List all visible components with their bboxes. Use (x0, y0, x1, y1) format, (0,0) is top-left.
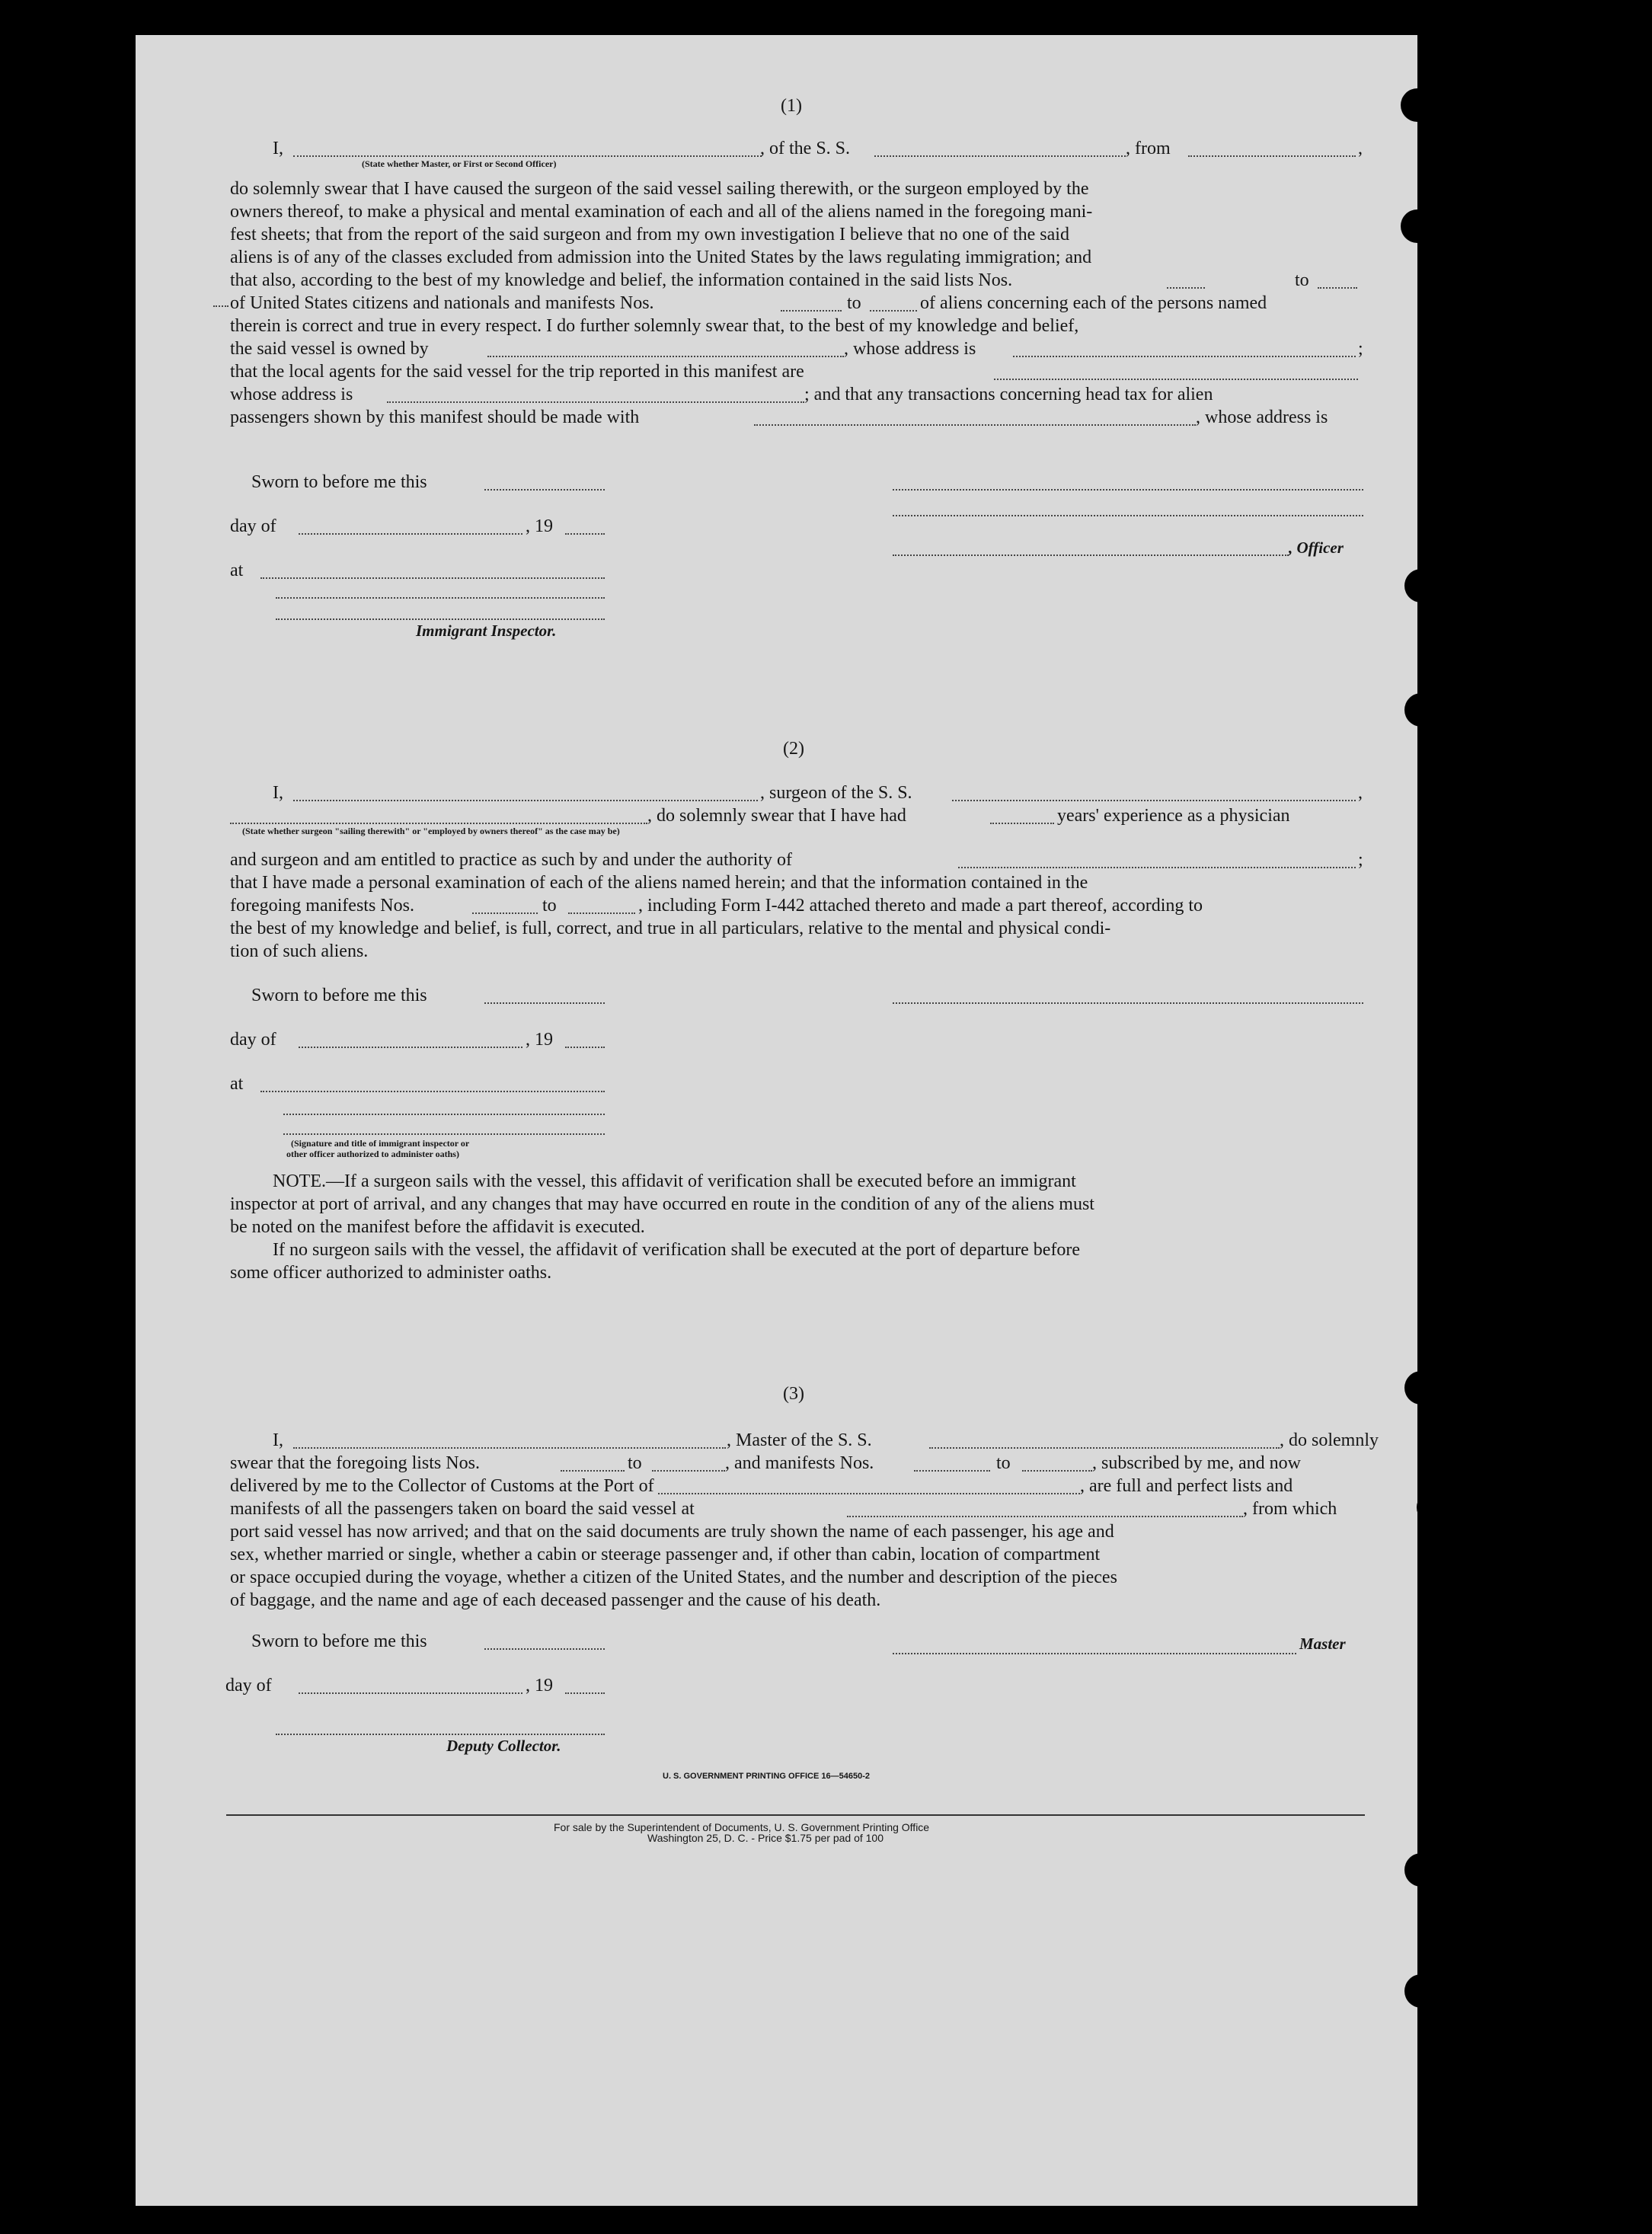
at-place-field[interactable] (260, 577, 605, 579)
master-of-label: , Master of the S. S. (727, 1430, 872, 1450)
sworn-label: Sworn to before me this (251, 986, 427, 1005)
year-label: , 19 (526, 516, 553, 536)
section-3-heading: (3) (783, 1384, 804, 1404)
officer-rank-note: (State whether Master, or First or Second Officer) (362, 158, 557, 169)
port-field[interactable] (658, 1493, 1080, 1494)
day-of-label: day of (225, 1676, 272, 1695)
to-label: to (847, 293, 861, 313)
years-experience-field[interactable] (990, 823, 1054, 824)
month-field[interactable] (299, 1047, 522, 1048)
note-line-1: NOTE.—If a surgeon sails with the vessel, this affidavit of verification shall be executed before an immigrant (273, 1171, 1076, 1191)
officer-rank-field[interactable] (293, 155, 762, 157)
section-1-line-8: the said vessel is owned by (230, 339, 429, 359)
solemnly-swear-label: , do solemnly swear that I have had (647, 806, 906, 826)
lists-number-field[interactable] (213, 305, 228, 307)
punch-hole (1401, 209, 1434, 243)
sale-line-2: Washington 25, D. C. - Price $1.75 per pad of 100 (647, 1832, 884, 1844)
surgeon-signature-line-1[interactable] (893, 1002, 1363, 1004)
manifests-to-field[interactable] (1022, 1470, 1092, 1472)
officer-signature-line-2[interactable] (893, 515, 1363, 516)
signature-note-line-1: (Signature and title of immigrant inspector or (291, 1138, 470, 1149)
full-perfect-label: , are full and perfect lists and (1080, 1476, 1293, 1496)
punch-hole (1404, 1853, 1438, 1887)
manifests-to-field[interactable] (568, 912, 635, 914)
owner-field[interactable] (487, 356, 844, 357)
semicolon: ; (1358, 339, 1363, 359)
note-line-3: be noted on the manifest before the affidavit is executed. (230, 1217, 645, 1237)
note-line-2: inspector at port of arrival, and any changes that may have occurred en route in the condition of any of the aliens must (230, 1194, 1094, 1214)
i-label: I, (273, 783, 283, 803)
lists-from-field[interactable] (561, 1470, 625, 1472)
month-field[interactable] (299, 1692, 522, 1694)
section-1-line-10: whose address is (230, 385, 353, 404)
sworn-label: Sworn to before me this (251, 1632, 427, 1651)
officer-signature-line-3[interactable] (893, 555, 1289, 556)
sworn-label: Sworn to before me this (251, 472, 427, 492)
years-experience-label: years' experience as a physician (1057, 806, 1290, 826)
inspector-signature-line-2[interactable] (283, 1133, 605, 1135)
manifests-from-field[interactable] (781, 310, 842, 312)
section-3-line-1: swear that the foregoing lists Nos. (230, 1453, 480, 1473)
immigrant-inspector-label: Immigrant Inspector. (416, 622, 557, 640)
day-of-label: day of (230, 516, 276, 536)
section-1-line-11: passengers shown by this manifest should be made with (230, 407, 640, 427)
boarding-port-field[interactable] (847, 1516, 1243, 1517)
master-name-field[interactable] (293, 1447, 726, 1449)
authority-field[interactable] (958, 867, 1356, 868)
section-2-heading: (2) (783, 739, 804, 759)
section-1-line-6: of United States citizens and nationals and manifests Nos. (230, 293, 654, 313)
surgeon-status-note: (State whether surgeon "sailing therewith" or "employed by owners thereof" as the case may be) (242, 826, 620, 836)
footer-rule (226, 1814, 1365, 1816)
section-1-line-7: therein is correct and true in every respect. I do further solemnly swear that, to the best of my knowledge and belief, (230, 316, 1079, 336)
section-1-heading: (1) (781, 96, 802, 116)
section-2-line-1: and surgeon and am entitled to practice as such by and under the authority of (230, 850, 792, 870)
section-1-line-9: that the local agents for the said vessel for the trip reported in this manifest are (230, 362, 804, 382)
manifests-from-field[interactable] (472, 912, 538, 914)
at-label: at (230, 561, 244, 580)
section-1-line-5: that also, according to the best of my knowledge and belief, the information contained in the said lists Nos. (230, 270, 1013, 290)
deputy-collector-label: Deputy Collector. (446, 1737, 561, 1755)
year-field[interactable] (565, 533, 605, 535)
punch-hole (1404, 693, 1438, 727)
print-office-code: U. S. GOVERNMENT PRINTING OFFICE 16—54650-2 (663, 1772, 871, 1781)
punch-hole (1404, 1974, 1438, 2008)
head-tax-party-field[interactable] (754, 424, 1196, 426)
lists-to-field[interactable] (652, 1470, 725, 1472)
and-manifests-label: , and manifests Nos. (725, 1453, 874, 1473)
punch-hole (1404, 569, 1438, 602)
local-agents-field[interactable] (994, 379, 1358, 380)
punch-hole (1427, 1558, 1461, 1592)
inspector-signature-line-1[interactable] (283, 1114, 605, 1115)
to-label: to (1295, 270, 1309, 290)
surgeon-status-field[interactable] (230, 823, 647, 824)
year-label: , 19 (526, 1676, 553, 1695)
section-1-line-2: owners thereof, to make a physical and mental examination of each and all of the aliens named in the foregoing mani- (230, 202, 1093, 222)
note-line-5: some officer authorized to administer oaths. (230, 1263, 552, 1283)
punch-hole (1423, 481, 1456, 515)
at-place-field[interactable] (260, 1091, 605, 1092)
master-signature-line[interactable] (893, 1653, 1296, 1654)
from-port-field[interactable] (1188, 155, 1356, 157)
i-label: I, (273, 1430, 283, 1450)
punch-hole (1417, 1491, 1450, 1524)
lists-to-field[interactable] (1318, 287, 1357, 289)
inspector-signature-line-2[interactable] (276, 618, 605, 620)
of-the-ss-label: , of the S. S. (760, 139, 851, 158)
including-label: , including Form I-442 attached thereto and made a part thereof, according to (638, 896, 1203, 916)
comma: , (1358, 139, 1363, 158)
solemnly-label: , do solemnly (1280, 1430, 1379, 1450)
day-of-label: day of (230, 1030, 276, 1050)
sworn-date-field[interactable] (484, 1002, 605, 1004)
section-3-line-5: sex, whether married or single, whether a cabin or steerage passenger and, if other than cabin, location of compartment (230, 1545, 1101, 1564)
to-label: to (542, 896, 557, 916)
punch-hole (1404, 1371, 1438, 1405)
section-2-line-3: foregoing manifests Nos. (230, 896, 414, 916)
officer-label: , Officer (1289, 539, 1344, 557)
section-3-line-7: of baggage, and the name and age of each deceased passenger and the cause of his death. (230, 1590, 881, 1610)
master-vessel-field[interactable] (929, 1447, 1280, 1449)
agents-address-field[interactable] (387, 401, 804, 403)
section-3-line-2: delivered by me to the Collector of Customs at the Port of (230, 1476, 654, 1496)
section-1-line-3: fest sheets; that from the report of the said surgeon and from my own investigation I believe that no one of the said (230, 225, 1069, 244)
section-2-line-4: the best of my knowledge and belief, is full, correct, and true in all particulars, relative to the mental and physical condi- (230, 919, 1111, 938)
deputy-signature-line[interactable] (276, 1734, 605, 1735)
section-3-line-6: or space occupied during the voyage, whether a citizen of the United States, and the number and description of the pieces (230, 1568, 1117, 1587)
punch-hole (1401, 88, 1434, 122)
section-2-line-5: tion of such aliens. (230, 941, 369, 961)
transactions-label: ; and that any transactions concerning head tax for alien (804, 385, 1213, 404)
section-3-line-3: manifests of all the passengers taken on board the said vessel at (230, 1499, 695, 1519)
signature-note-line-2: other officer authorized to administer oaths) (286, 1149, 459, 1159)
year-label: , 19 (526, 1030, 553, 1050)
manifests-to-field[interactable] (870, 310, 917, 312)
owner-address-label: , whose address is (844, 339, 976, 359)
month-field[interactable] (299, 533, 522, 535)
i-label: I, (273, 139, 283, 158)
lists-from-field[interactable] (1167, 287, 1205, 289)
head-tax-address-label: , whose address is (1196, 407, 1328, 427)
section-1-line-1: do solemnly swear that I have caused the surgeon of the said vessel sailing therewith, or the surgeon employed by the (230, 179, 1089, 199)
at-label: at (230, 1074, 244, 1094)
from-label: , from (1126, 139, 1171, 158)
to-label: to (628, 1453, 642, 1473)
to-label: to (996, 1453, 1011, 1473)
aliens-concerning-label: of aliens concerning each of the persons named (920, 293, 1267, 313)
master-label: Master (1299, 1635, 1346, 1653)
sworn-date-field[interactable] (484, 489, 605, 491)
manifests-from-field[interactable] (914, 1470, 990, 1472)
semicolon: ; (1358, 850, 1363, 870)
year-field[interactable] (565, 1692, 605, 1694)
surgeon-vessel-field[interactable] (952, 800, 1356, 801)
surgeon-name-field[interactable] (293, 800, 758, 801)
owner-address-field[interactable] (1013, 356, 1356, 357)
surgeon-of-label: , surgeon of the S. S. (760, 783, 912, 803)
section-2-line-2: that I have made a personal examination of each of the aliens named herein; and that the information contained in the (230, 873, 1088, 893)
comma: , (1358, 783, 1363, 803)
inspector-signature-line-1[interactable] (276, 597, 605, 599)
sale-line-1: For sale by the Superintendent of Documents, U. S. Government Printing Office (554, 1821, 930, 1833)
from-which-label: , from which (1243, 1499, 1337, 1519)
note-line-4: If no surgeon sails with the vessel, the affidavit of verification shall be executed at the port of departure before (273, 1240, 1081, 1260)
section-1-line-4: aliens is of any of the classes excluded from admission into the United States by the laws regulating immigration; and (230, 248, 1092, 267)
year-field[interactable] (565, 1047, 605, 1048)
vessel-name-field[interactable] (874, 155, 1126, 157)
section-3-line-4: port said vessel has now arrived; and that on the said documents are truly shown the name of each passenger, his age and (230, 1522, 1114, 1542)
officer-signature-line-1[interactable] (893, 489, 1363, 491)
sworn-date-field[interactable] (484, 1648, 605, 1650)
subscribed-label: , subscribed by me, and now (1092, 1453, 1301, 1473)
